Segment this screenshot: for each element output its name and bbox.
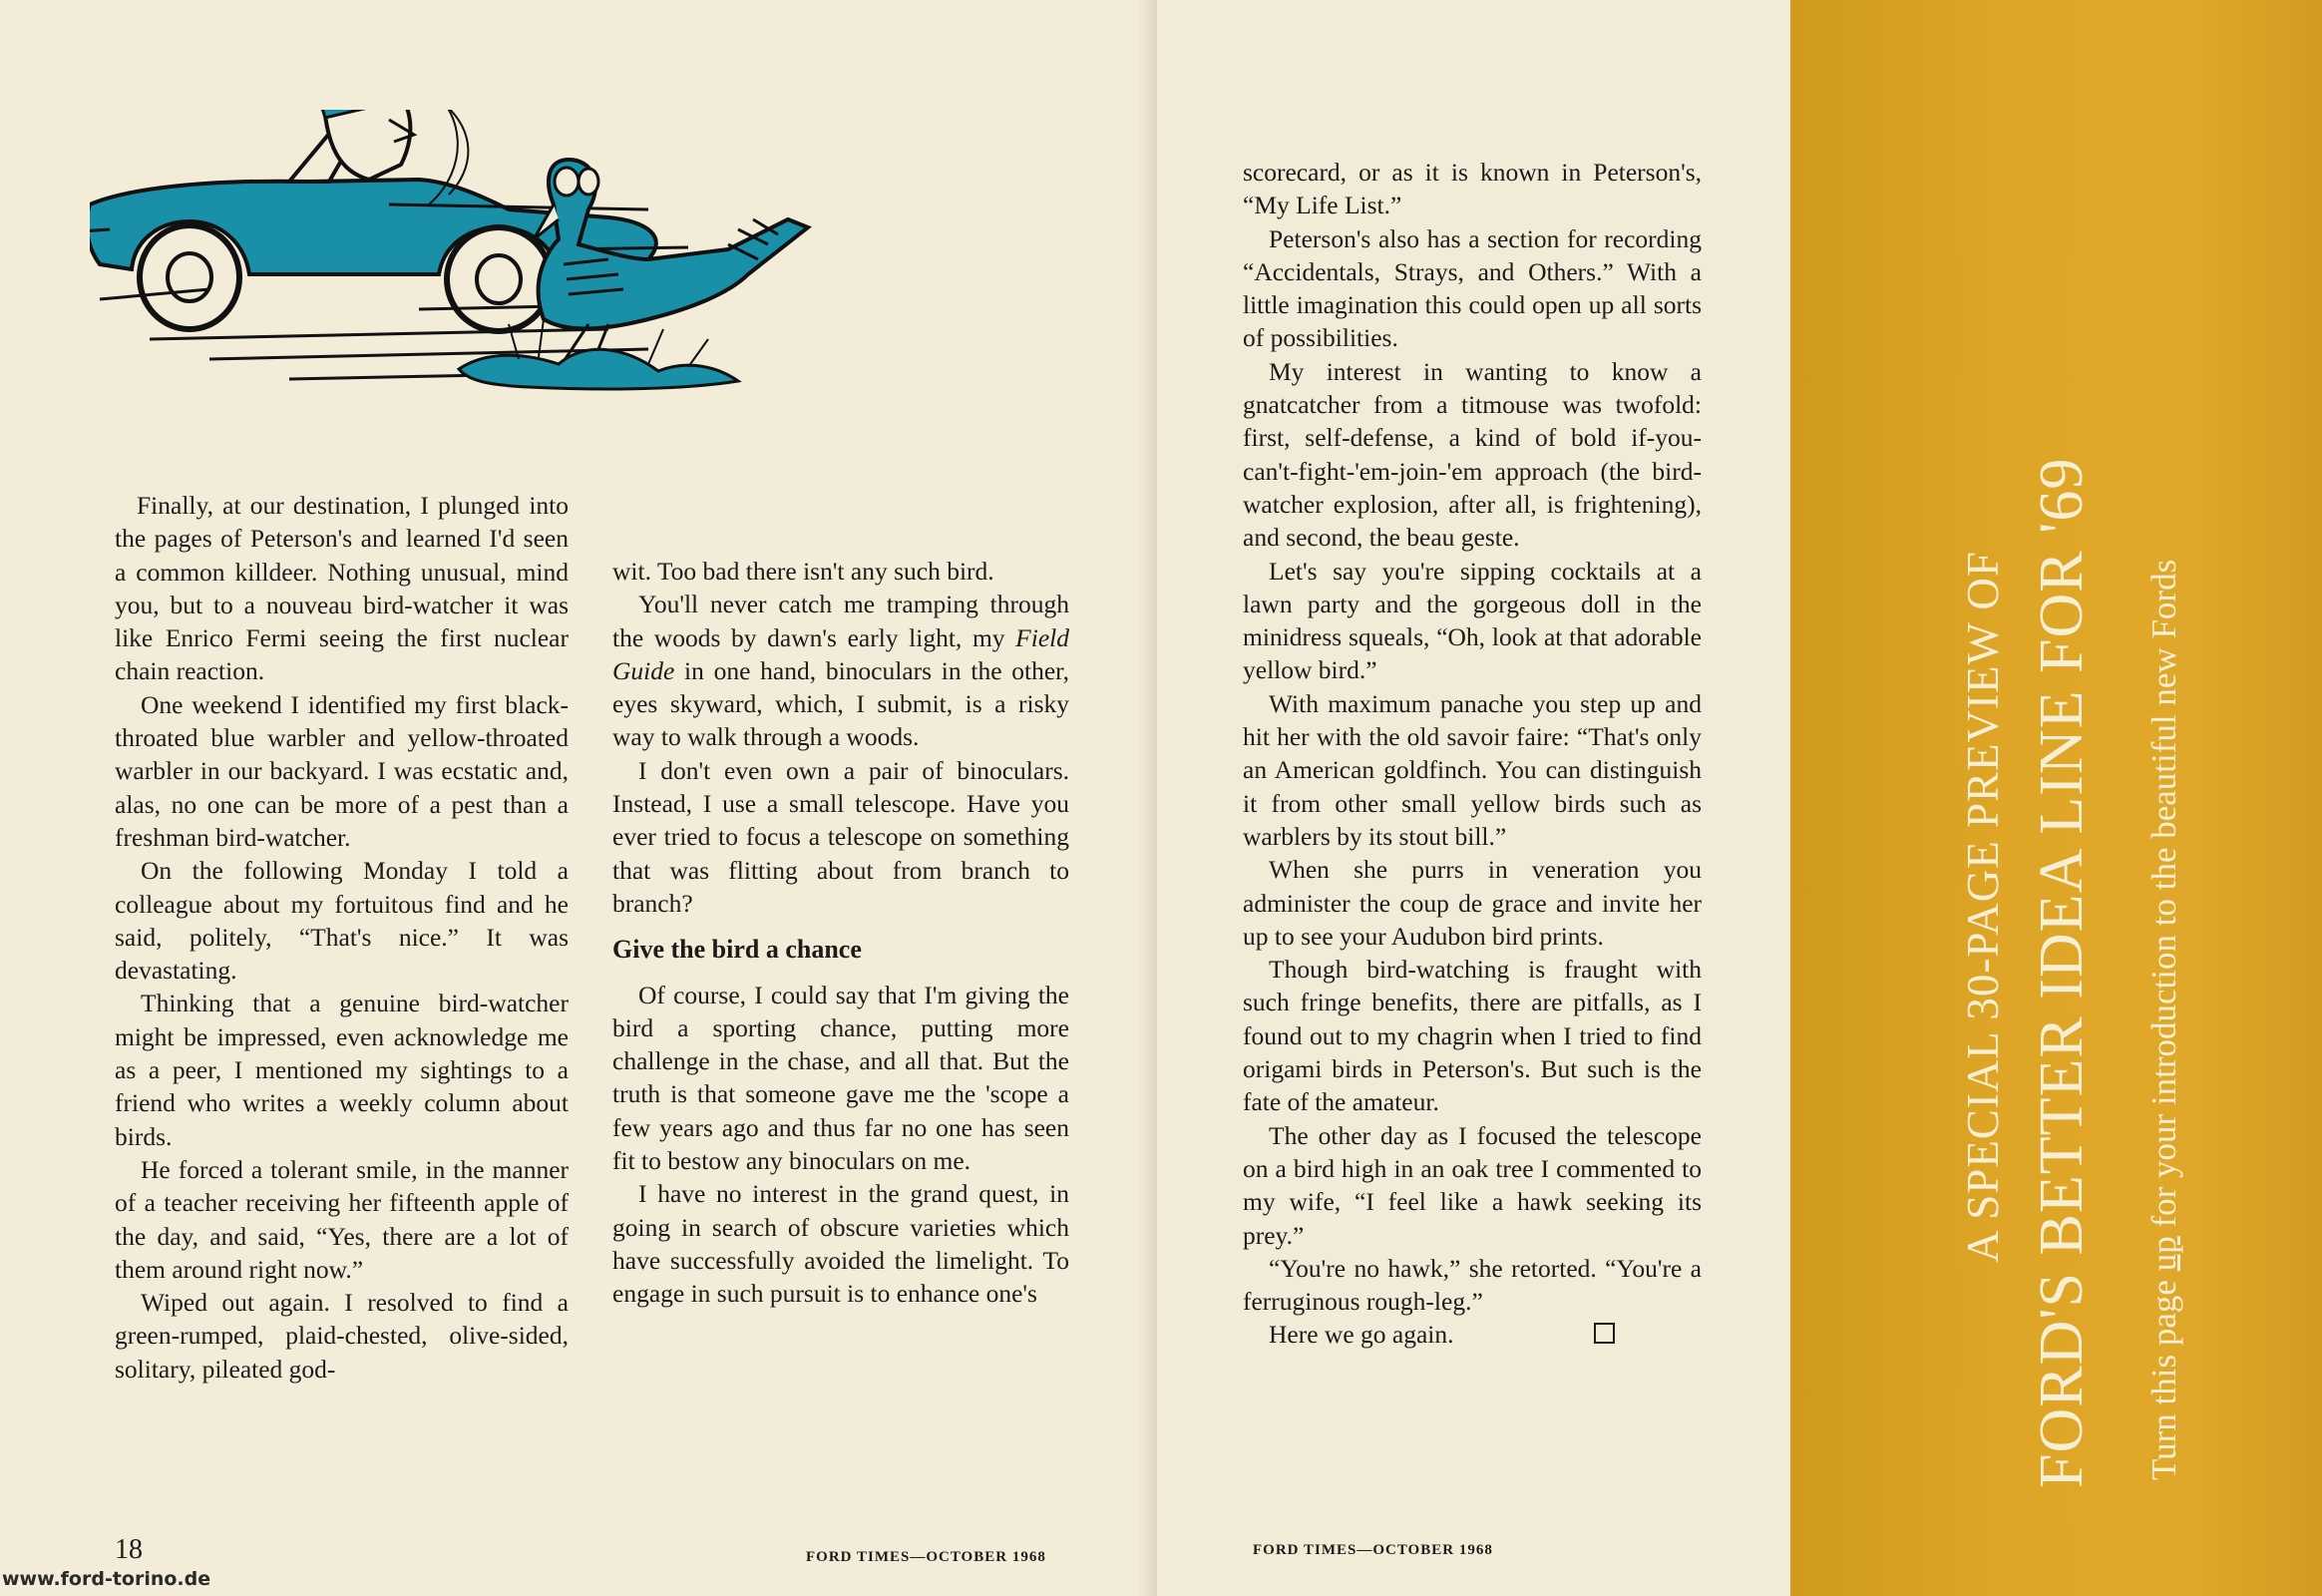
- paragraph: On the following Monday I told a colleague about my fortuitous find and he said, politely, “That's nice.” It was devastating.: [115, 856, 569, 986]
- left-page: [0, 0, 1157, 1596]
- insert-kicker: A SPECIAL 30-PAGE PREVIEW OF: [1958, 551, 2008, 1263]
- text-run: You'll never catch me tramping through the woods by dawn's early light, my: [612, 590, 1069, 652]
- paragraph: I have no interest in the grand quest, in going in search of obscure varieties which have successfully avoided the limelight. To engage in such pursuit is to enhance one's: [612, 1179, 1069, 1309]
- paragraph: Thinking that a genuine bird-watcher might be impressed, even acknowledge me as a peer, I mentioned my sightings to a friend who writes a weekly column about birds.: [115, 989, 569, 1151]
- end-of-article-mark: [1594, 1323, 1615, 1344]
- text-run: for your introduction to the beautiful new Fords: [2144, 559, 2183, 1237]
- insert-headline: FORD'S BETTER IDEA LINE FOR '69: [2028, 457, 2096, 1488]
- left-footer: FORD TIMES—OCTOBER 1968: [806, 1549, 1046, 1565]
- insert-instruction: [2144, 560, 2184, 1480]
- paragraph: One weekend I identified my first black-throated blue warbler and yellow-throated warbler in our backyard. I was ecstatic and, alas, no one can be more of a pest than a freshman bird-watcher.: [115, 689, 569, 852]
- paragraph: Finally, at our destination, I plunged into the pages of Peterson's and learned I'd seen a common killdeer. Nothing unusual, mind you, but to a nouveau bird-watcher it was like Enrico Fermi seeing the first nuclear chain reaction.: [115, 491, 569, 686]
- paragraph: “You're no hawk,” she retorted. “You're a ferruginous rough-leg.”: [1243, 1253, 1702, 1317]
- paragraph: [612, 588, 1069, 753]
- paragraph: I don't even own a pair of binoculars. Instead, I use a small telescope. Have you ever tried to focus a telescope on something that was flitting about from branch to branch?: [612, 755, 1069, 918]
- paragraph: Let's say you're sipping cocktails at a lawn party and the gorgeous doll in the minidress squeals, “Oh, look at that adorable yellow bird.”: [1243, 556, 1702, 685]
- paragraph: Of course, I could say that I'm giving the bird a sporting chance, putting more challenge in the chase, and all that. But the truth is that someone gave me the 'scope a few years ago and thus far no one has seen fit to bestow any binoculars on me.: [612, 980, 1069, 1176]
- right-footer: FORD TIMES—OCTOBER 1968: [1253, 1542, 1493, 1558]
- paragraph: scorecard, or as it is known in Peterson's, “My Life List.”: [1243, 158, 1702, 220]
- paragraph: Peterson's also has a section for recording “Accidentals, Strays, and Others.” With a little imagination this could open up all sorts of possibilities.: [1243, 223, 1702, 353]
- paragraph: When she purrs in veneration you administer the coup de grace and invite her up to see your Audubon bird prints.: [1243, 855, 1702, 951]
- text-run: Turn this page: [2144, 1271, 2183, 1480]
- paragraph: My interest in wanting to know a gnatcatcher from a titmouse was twofold: first, self-defense, a kind of bold if-you-can't-fight-'em-join-'em approach (the bird-watcher explosion, after all, is frightening), and second, the beau geste.: [1243, 356, 1702, 553]
- underlined-word: up: [2144, 1236, 2183, 1272]
- paragraph: [1243, 1318, 1702, 1351]
- car-and-roadrunner-illustration: [90, 110, 1087, 504]
- book-title: Field Guide: [612, 622, 1069, 685]
- closing-line: Here we go again.: [1269, 1320, 1454, 1350]
- right-page-column: [1243, 156, 1702, 1352]
- watermark: www.ford-torino.de: [2, 1568, 211, 1590]
- paragraph: With maximum panache you step up and hit her with the old savoir faire: “That's only an American goldfinch. You can distinguish it from other small yellow birds such as warblers by its stout bill.”: [1243, 688, 1702, 851]
- paragraph: wit. Too bad there isn't any such bird.: [612, 557, 994, 586]
- page-number: 18: [115, 1534, 143, 1565]
- left-page-column-2: [612, 555, 1069, 1311]
- text-run: in one hand, binoculars in the other, eyes skyward, which, I submit, is a risky way to walk through a woods.: [612, 655, 1069, 752]
- paragraph: The other day as I focused the telescope on a bird high in an oak tree I commented to my wife, “I feel like a hawk seeking its prey.”: [1243, 1120, 1702, 1250]
- paragraph: He forced a tolerant smile, in the manner of a teacher receiving her fifteenth apple of the day, and said, “Yes, there are a lot of them around right now.”: [115, 1154, 569, 1284]
- section-subheading: Give the bird a chance: [612, 935, 862, 965]
- paragraph: Wiped out again. I resolved to find a green-rumped, plaid-chested, olive-sided, solitary, pileated god-: [115, 1288, 569, 1384]
- paragraph: Though bird-watching is fraught with such fringe benefits, there are pitfalls, as I found out to my chagrin when I tried to find origami birds in Peterson's. But such is the fate of the amateur.: [1243, 955, 1702, 1117]
- left-page-column-1: [115, 489, 569, 1386]
